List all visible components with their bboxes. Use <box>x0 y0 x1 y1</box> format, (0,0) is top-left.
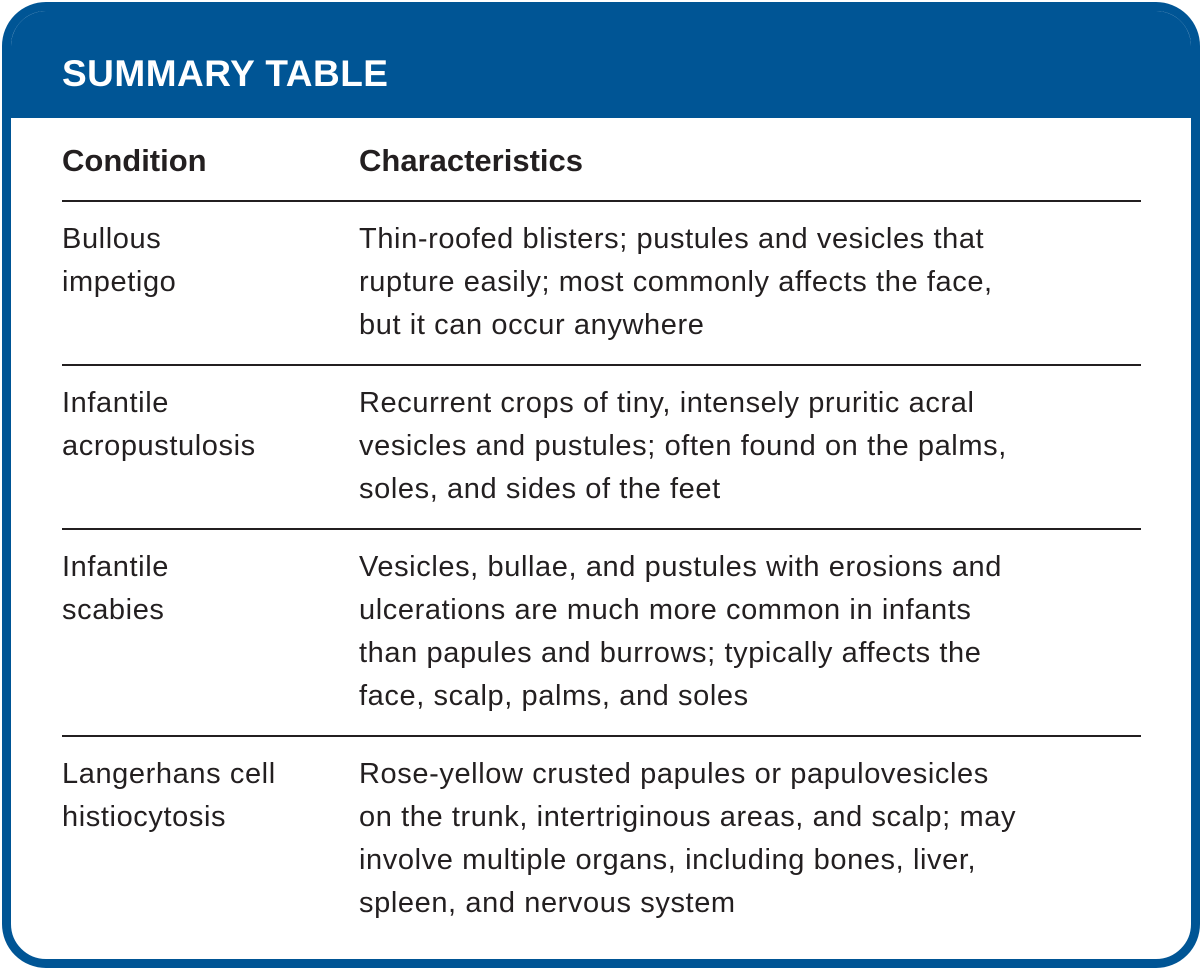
characteristics-text-line: on the trunk, intertriginous areas, and scalp; may <box>359 801 1017 833</box>
characteristics-text-line: Vesicles, bullae, and pustules with erosions and <box>359 551 1003 583</box>
condition-text-line: acropustulosis <box>62 430 256 462</box>
table-body <box>62 202 1141 942</box>
condition-text-line: scabies <box>62 594 165 626</box>
table-row <box>62 202 1141 366</box>
condition-text-line: Infantile <box>62 551 169 583</box>
characteristics-text-line: Rose-yellow crusted papules or papulovesicles <box>359 758 989 790</box>
column-header-characteristics: Characteristics <box>359 143 584 178</box>
characteristics-text-line: soles, and sides of the feet <box>359 473 721 505</box>
characteristics-text-line: rupture easily; most commonly affects the face, <box>359 266 993 298</box>
summary-table <box>62 118 1141 942</box>
characteristics-text-line: involve multiple organs, including bones, liver, <box>359 844 977 876</box>
characteristics-cell <box>359 753 1141 925</box>
condition-cell <box>62 382 359 511</box>
condition-text-line: Infantile <box>62 387 169 419</box>
characteristics-text-line: but it can occur anywhere <box>359 309 705 341</box>
characteristics-text-line: Recurrent crops of tiny, intensely pruritic acral <box>359 387 975 419</box>
characteristics-text-line: Thin-roofed blisters; pustules and vesicles that <box>359 223 985 255</box>
condition-text-line: impetigo <box>62 266 177 298</box>
condition-text-line: Bullous <box>62 223 162 255</box>
column-header-condition: Condition <box>62 143 207 178</box>
column-headers <box>62 118 1141 202</box>
characteristics-cell <box>359 218 1141 347</box>
condition-cell <box>62 753 359 925</box>
condition-cell <box>62 218 359 347</box>
table-row <box>62 737 1141 942</box>
characteristics-cell <box>359 382 1141 511</box>
condition-text-line: Langerhans cell <box>62 758 276 790</box>
table-row <box>62 530 1141 737</box>
condition-text-line: histiocytosis <box>62 801 227 833</box>
characteristics-cell <box>359 546 1141 718</box>
characteristics-text-line: vesicles and pustules; often found on the palms, <box>359 430 1007 462</box>
table-header-band <box>11 11 1191 118</box>
characteristics-text-line: ulcerations are much more common in infants <box>359 594 972 626</box>
characteristics-text-line: than papules and burrows; typically affects the <box>359 637 982 669</box>
table-title: SUMMARY TABLE <box>62 53 389 94</box>
condition-cell <box>62 546 359 718</box>
characteristics-text-line: face, scalp, palms, and soles <box>359 680 749 712</box>
table-row <box>62 366 1141 530</box>
summary-table-card <box>2 2 1200 968</box>
characteristics-text-line: spleen, and nervous system <box>359 887 736 919</box>
